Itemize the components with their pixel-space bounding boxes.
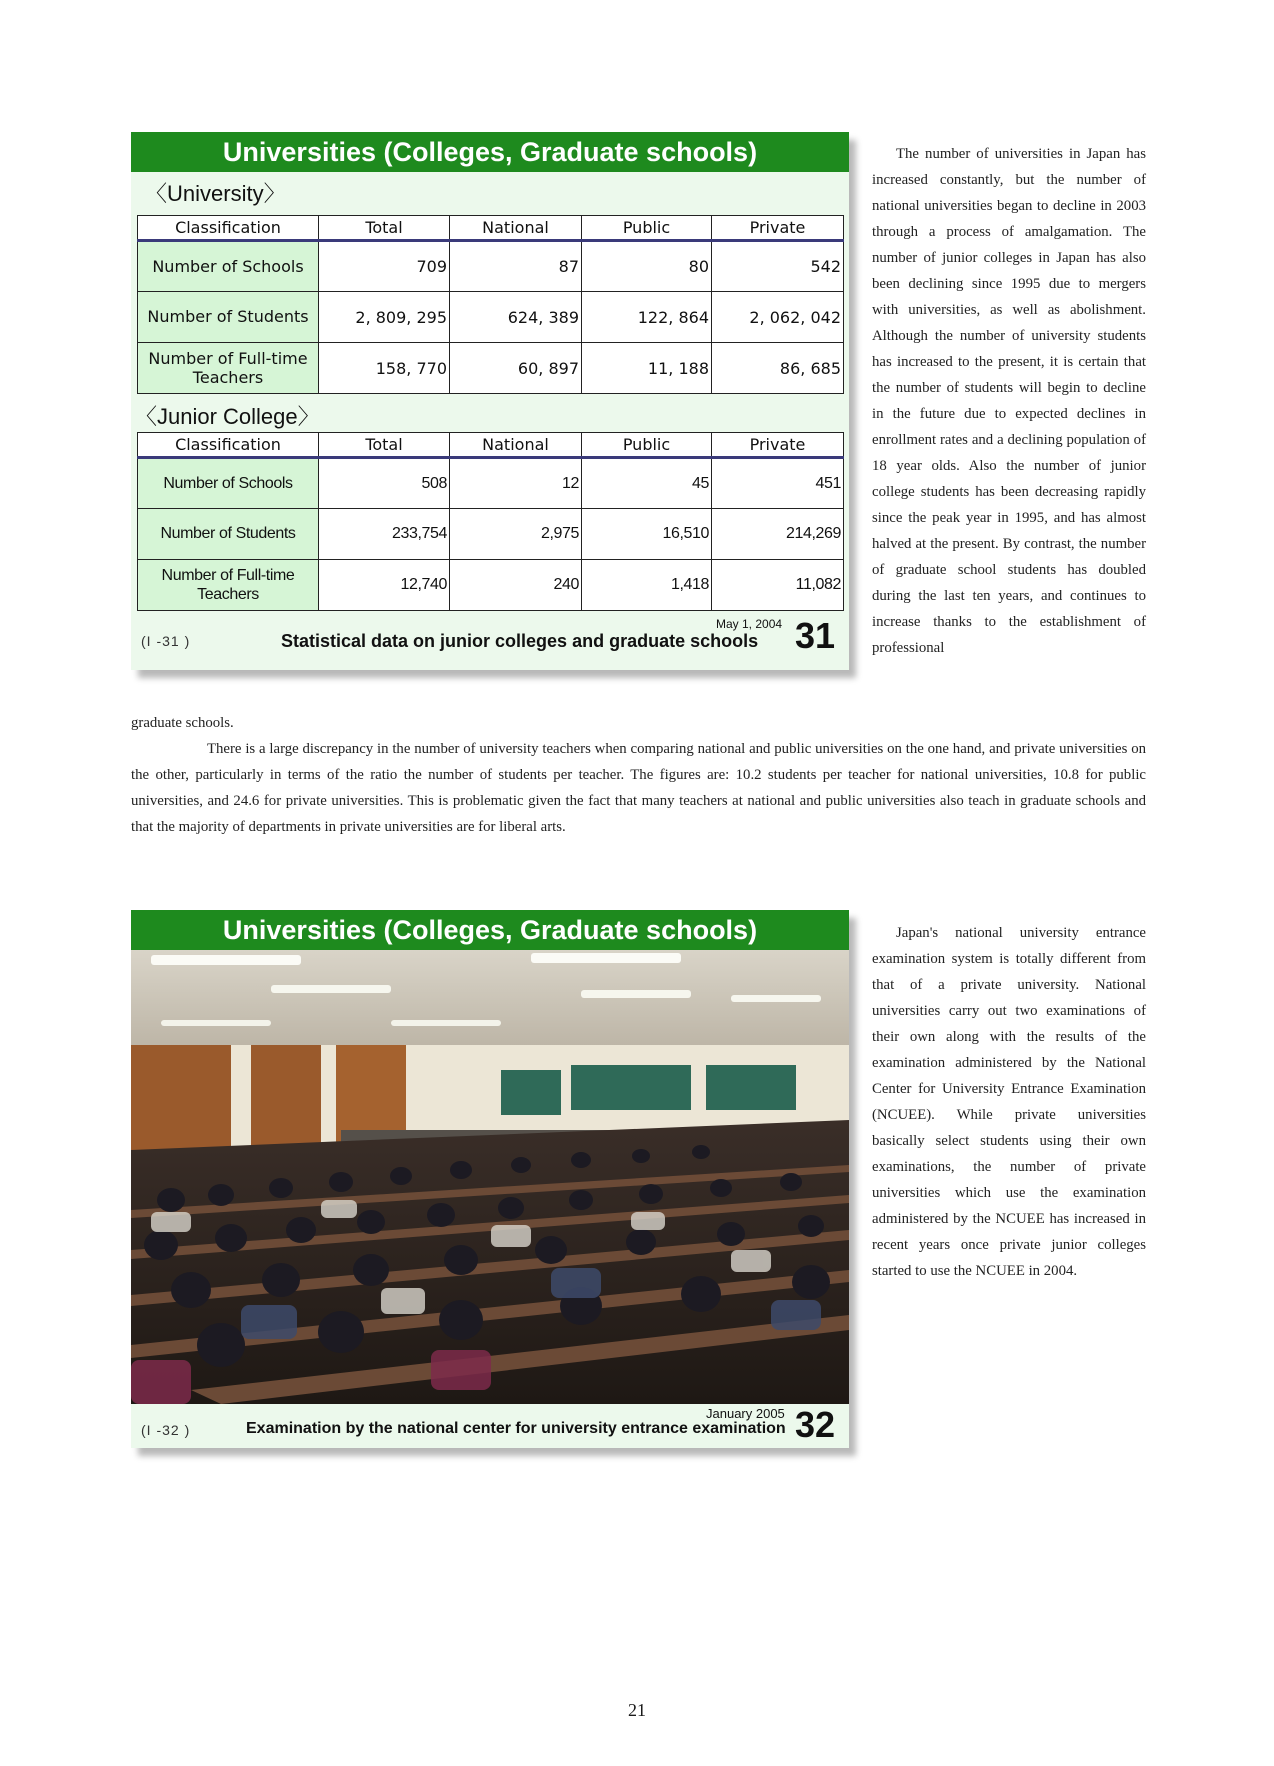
column-header: Public [582,216,712,241]
table-row [138,458,844,509]
row-label-line: Number of Full-time [148,348,308,368]
table-cell: 80 [582,241,712,292]
table-row [138,509,844,560]
table-cell: 2, 809, 295 [319,292,450,343]
table-cell: 11, 188 [582,343,712,394]
lecture-hall-illustration [131,950,849,1404]
row-label-line: Number of Full-time [161,566,295,584]
table-cell: 2,975 [450,509,582,560]
slide-31 [131,132,849,670]
exam-hall-photo [131,950,849,1404]
university-section-title: 〈University〉 [145,181,286,206]
column-header: Classification [138,216,319,241]
column-header: Classification [138,433,319,458]
row-label: Number of Students [138,292,319,343]
table-cell: 233,754 [319,509,450,560]
slide-code: (I -32 ) [141,1422,191,1438]
slide-number: 32 [794,1404,835,1445]
table-cell: 214,269 [712,509,844,560]
slide-code: (I -31 ) [141,633,191,649]
slide-caption: Examination by the national center for university entrance examination [246,1420,786,1437]
column-header: Total [319,216,450,241]
table-row [138,241,844,292]
row-label-line: Teachers [192,368,264,387]
column-header: Public [582,433,712,458]
column-header: National [450,433,582,458]
continuation-text: graduate schools. [131,715,234,731]
table-row [138,560,844,611]
column-header: National [450,216,582,241]
slide-31-header: Universities (Colleges, Graduate schools) [131,132,849,172]
table-cell: 240 [450,560,582,611]
junior-college-table [137,432,844,611]
paragraph-2: There is a large discrepancy in the number of university teachers when comparing national and public universities on the one hand, and private universities on the other, particularly in terms of the ratio the number of students per teacher. The figures are: 10.2 students per teacher for national universities, 10.8 for public universities, and 24.6 for private universities. This is problematic given the fact that many teachers at national and public universities also teach in graduate schools and that the majority of departments in private universities are for liberal arts. [131,741,1146,835]
slide-number: 31 [794,615,835,656]
row-label [138,343,319,394]
table-row [138,343,844,394]
row-label [138,560,319,611]
table-cell: 2, 062, 042 [712,292,844,343]
table-cell: 86, 685 [712,343,844,394]
row-label: Number of Students [138,509,319,560]
table-cell: 16,510 [582,509,712,560]
side-paragraph-1: The number of universities in Japan has increased constantly, but the number of national universities began to decline in 2003 through a process of amalgamation. The number of junior colleges in Japan has also been declining since 1995 due to mergers with universities, as well as abolishment. Although the number of university students has increased to the present, it is certain that the number of students will begin to decline in the future due to expected declines in enrollment rates and a declining population of 18 year olds. Also the number of junior college students has been decreasing rapidly since the peak year in 1995, and has almost halved at the present. By contrast, the number of graduate school students has doubled during the last ten years, and continues to increase thanks to the establishment of professional [872,146,1146,656]
slide-date: May 1, 2004 [716,617,783,631]
row-label: Number of Schools [138,458,319,509]
page-number: 21 [628,1700,646,1720]
junior-college-table-header [138,433,844,458]
table-cell: 60, 897 [450,343,582,394]
row-label: Number of Schools [138,241,319,292]
table-cell: 11,082 [712,560,844,611]
table-cell: 12 [450,458,582,509]
table-cell: 624, 389 [450,292,582,343]
table-row [138,292,844,343]
column-header: Private [712,433,844,458]
table-cell: 12,740 [319,560,450,611]
row-label-line: Teachers [197,586,259,603]
table-cell: 158, 770 [319,343,450,394]
column-header: Private [712,216,844,241]
university-table [137,215,844,394]
table-cell: 542 [712,241,844,292]
slide-32-header: Universities (Colleges, Graduate schools) [131,910,849,950]
junior-college-section-title: 〈Junior College〉 [135,404,320,429]
slide-32-footer [131,1404,849,1448]
table-cell: 122, 864 [582,292,712,343]
university-table-header [138,216,844,241]
side-paragraph-2: Japan's national university entrance examination system is totally different from that of a private university. National universities carry out two examinations of their own along with the results of the examination administered by the National Center for University Entrance Examination (NCUEE). While private universities basically select students using their own examinations, the number of private universities which use the examination administered by the NCUEE has increased in recent years once private junior colleges started to use the NCUEE in 2004. [872,925,1146,1279]
table-cell: 45 [582,458,712,509]
slide-32 [131,910,849,1448]
body-text [131,710,1146,840]
slide-caption: Statistical data on junior colleges and graduate schools [281,631,759,651]
column-header: Total [319,433,450,458]
table-cell: 1,418 [582,560,712,611]
slide-31-footer [131,611,849,663]
table-cell: 709 [319,241,450,292]
table-cell: 451 [712,458,844,509]
table-cell: 508 [319,458,450,509]
table-cell: 87 [450,241,582,292]
slide-date: January 2005 [706,1406,785,1421]
